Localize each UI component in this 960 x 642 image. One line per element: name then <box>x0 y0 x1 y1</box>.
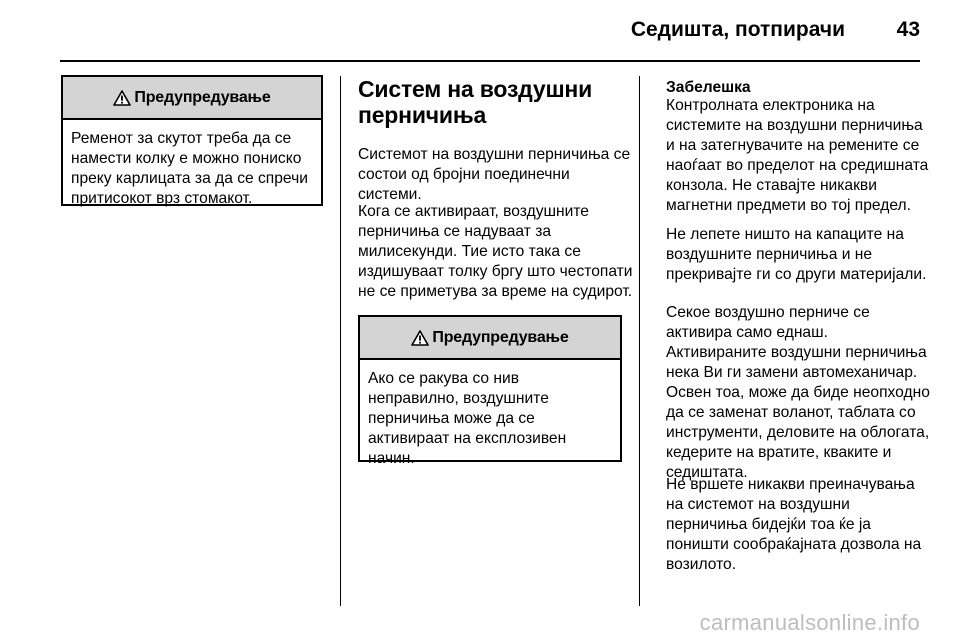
section-paragraph-1: Системот на воздушни перничиња се состои од бројни поединечни системи. <box>358 146 631 203</box>
warning-text: Ако се ракува со нив неправилно, воздушните перничиња може да се активираат на експлозивен начин. <box>368 370 567 467</box>
header-title: Седишта, потпирачи <box>630 18 845 41</box>
warning-header <box>360 317 620 360</box>
note-paragraph-4: Не вршете никакви преиначувања на системот на воздушни перничиња бидејќи тоа ќе ја поништи сообраќајната дозвола на возилото. <box>666 476 922 573</box>
section-heading: Систем на воздушни перничиња <box>358 76 593 128</box>
warning-box-seatbelt <box>61 75 323 206</box>
warning-header <box>63 77 321 120</box>
column-divider-1 <box>340 76 341 606</box>
note-paragraph-1: Контролната електроника на системите на воздушни перничиња и на затегнувачите на ремените се наоѓаат во пределот на средишната конзола. Не ставајте никакви магнетни предмети во тој предел. <box>666 97 929 214</box>
note-paragraph-3: Секое воздушно перниче се активира само еднаш. Активираните воздушни перничиња нека Ви ги замени автомеханичар. Освен тоа, може да биде неопходно да се заменат воланот, таблата со инструменти, деловите на облогата, кедерите на вратите, кваките и седиштата. <box>666 304 930 481</box>
section-paragraph-2: Кога се активираат, воздушните перничиња се надуваат за милисекунди. Тие исто така се издишуваат толку бргу што честопати не се приметува за време на судирот. <box>358 203 633 300</box>
header-divider <box>60 60 920 62</box>
watermark: carmanualsonline.info <box>699 610 920 635</box>
warning-box-airbag <box>358 315 622 467</box>
warning-label: Предупредување <box>432 328 569 346</box>
warning-triangle-icon <box>411 330 429 346</box>
note-label: Забелешка <box>666 79 751 96</box>
note-paragraph-2: Не лепете ништо на капаците на воздушните перничиња и не прекривајте ги со други материјали. <box>666 226 927 283</box>
warning-triangle-icon <box>113 90 131 106</box>
warning-text: Ременот за скутот треба да се намести колку е можно пониско преку карлицата за да се спречи притисокот врз стомакот. <box>71 130 308 207</box>
column-divider-2 <box>639 76 640 606</box>
warning-label: Предупредување <box>134 88 271 106</box>
page-number: 43 <box>896 18 920 41</box>
